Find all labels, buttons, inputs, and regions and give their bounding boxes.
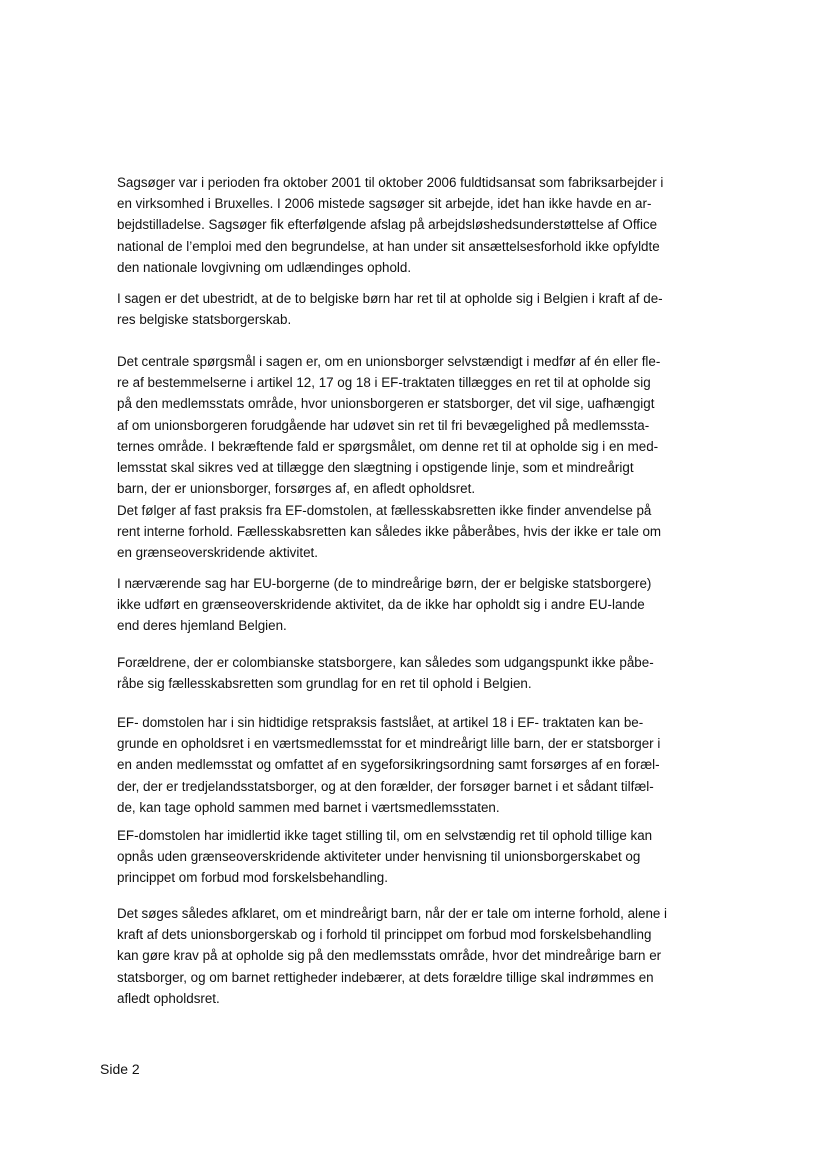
text-line: EF- domstolen har i sin hidtidige retspraksis fastslået, at artikel 18 i EF- traktaten kan be- — [117, 715, 644, 730]
text-line: rent interne forhold. Fællesskabsretten kan således ikke påberåbes, hvis der ikke er tale om — [117, 524, 662, 540]
paragraph-5 — [117, 573, 687, 637]
text-line: Sagsøger var i perioden fra oktober 2001 til oktober 2006 fuldtidsansat som fabriksarbejder i — [117, 175, 664, 190]
text-line: ikke udført en grænseoverskridende aktivitet, da de ikke har opholdt sig i andre EU-lande — [117, 597, 645, 613]
text-line: I nærværende sag har EU-borgerne (de to mindreårige børn, der er belgiske statsborgere) — [117, 576, 652, 591]
page-number: Side 2 — [100, 1061, 140, 1077]
text-line: re af bestemmelserne i artikel 12, 17 og 18 i EF-traktaten tillægges en ret til at opholde sig — [117, 375, 651, 391]
text-line: Det følger af fast praksis fra EF-domstolen, at fællesskabsretten ikke finder anvendelse på — [117, 503, 652, 518]
text-line: end deres hjemland Belgien. — [117, 618, 287, 634]
text-line: en grænseoverskridende aktivitet. — [117, 545, 318, 561]
text-line: lemsstat skal sikres ved at tillægge den slægtning i opstigende linje, som et mindreårigt — [117, 460, 634, 476]
text-line: en virksomhed i Bruxelles. I 2006 mistede sagsøger sit arbejde, idet han ikke havde en ar- — [117, 196, 652, 212]
text-line: Det søges således afklaret, om et mindreårigt barn, når der er tale om interne forhold, alene i — [117, 906, 668, 921]
text-line: I sagen er det ubestridt, at de to belgiske børn har ret til at opholde sig i Belgien i kraft af de- — [117, 291, 663, 306]
text-line: bejdstilladelse. Sagsøger fik efterfølgende afslag på arbejdsløshedsunderstøttelse af Office — [117, 217, 658, 233]
text-line: kan gøre krav på at opholde sig på den medlemsstats område, hvor det mindreårige barn er — [117, 948, 662, 964]
text-line: res belgiske statsborgerskab. — [117, 312, 292, 328]
text-line: national de l’emploi med den begrundelse, at han under sit ansættelsesforhold ikke opfyldte — [117, 238, 660, 254]
text-line: opnås uden grænseoverskridende aktiviteter under henvisning til unionsborgerskabet og — [117, 849, 641, 865]
text-line: en anden medlemsstat og omfattet af en sygeforsikringsordning samt forsørges af en foræl- — [117, 757, 660, 773]
text-line: Forældrene, der er colombianske statsborgere, kan således som udgangspunkt ikke påbe- — [117, 655, 654, 670]
text-line: de, kan tage ophold sammen med barnet i værtsmedlemsstaten. — [117, 799, 500, 815]
paragraph-4 — [117, 500, 687, 564]
text-line: afledt opholdsret. — [117, 990, 220, 1006]
text-line: statsborger, og om barnet rettigheder indebærer, at dets forældre tillige skal indrømmes en — [117, 969, 654, 985]
text-line: princippet om forbud mod forskelsbehandling. — [117, 870, 388, 886]
text-line: Det centrale spørgsmål i sagen er, om en unionsborger selvstændigt i medfør af én eller fle- — [117, 354, 661, 369]
text-line: ternes område. I bekræftende fald er spørgsmålet, om denne ret til at opholde sig i en med- — [117, 438, 659, 454]
paragraph-3 — [117, 351, 687, 499]
paragraph-2 — [117, 288, 687, 330]
paragraph-1 — [117, 172, 687, 278]
paragraph-7 — [117, 712, 687, 818]
text-line: af om unionsborgeren forudgående har udøvet sin ret til fri bevægelighed på medlemssta- — [117, 417, 650, 433]
text-line: barn, der er unionsborger, forsørges af, en afledt opholdsret. — [117, 481, 476, 497]
paragraph-9 — [117, 903, 687, 1009]
paragraph-6 — [117, 652, 687, 694]
text-line: på den medlemsstats område, hvor unionsborgeren er statsborger, det vil sige, uafhængigt — [117, 396, 655, 412]
text-line: EF-domstolen har imidlertid ikke taget stilling til, om en selvstændig ret til ophold tillige kan — [117, 828, 653, 843]
text-line: der, der er tredjelandsstatsborger, og at den forælder, der forsøger barnet i et sådant tilfæl- — [117, 778, 654, 794]
paragraph-8 — [117, 825, 687, 889]
text-line: råbe sig fællesskabsretten som grundlag for en ret til ophold i Belgien. — [117, 676, 532, 692]
text-line: grunde en opholdsret i en værtsmedlemsstat for et mindreårigt lille barn, der er statsborger i — [117, 736, 661, 752]
text-line: kraft af dets unionsborgerskab og i forhold til princippet om forbud mod forskelsbehandling — [117, 927, 652, 943]
text-line: den nationale lovgivning om udlændinges ophold. — [117, 259, 412, 275]
